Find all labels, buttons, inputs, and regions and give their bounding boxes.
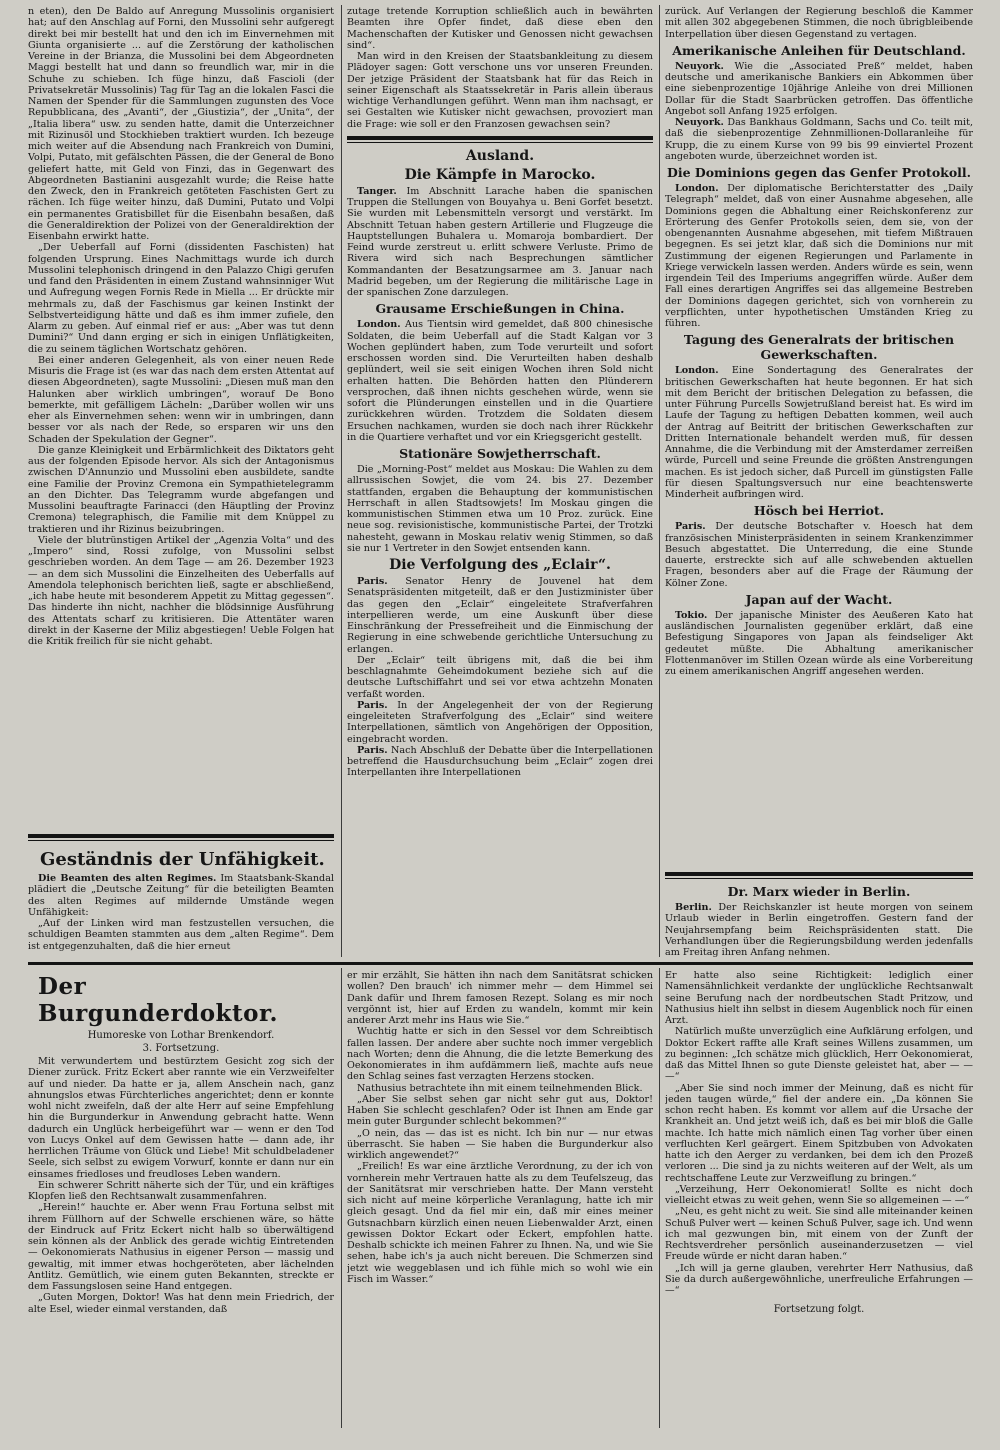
article-paragraph: [665, 610, 973, 678]
article-paragraph: [665, 521, 973, 589]
right-column: [665, 6, 973, 876]
dateline: Paris.: [675, 521, 706, 533]
article-text: Die „Morning-Post“ meldet aus Moskau: Die Wahlen zu dem allrussischen Sowjet, die vom 24. bis 27. Dezember stattfanden, ergaben die Behauptung der kommunistischen Herrschaft in allen Stadtsowjets! Im Moskau gingen die kommunistischen Stimmen etwa um 10 Proz. zurück. Eine neue sog. revisionistische, kommunistische Partei, der Trotzki nahesteht, gewann in Moskau relativ wenig Stimmen, so daß sie nur 1 Vertreter in den Sowjet entsenden kann.: [347, 464, 653, 554]
story-paragraph: Nathusius betrachtete ihn mit einem teilnehmenden Blick.: [357, 1082, 643, 1094]
middle-column: [347, 6, 653, 958]
article-paragraph: [665, 117, 973, 162]
dominions-title: Die Dominions gegen das Genfer Protokoll.: [666, 165, 972, 180]
story-paragraph: „O nein, das — das ist es nicht. Ich bin nur — nur etwas überrascht. Sie haben — Sie haben die Burgunderkur also wirklich angewendet?“: [347, 1127, 653, 1161]
feuilleton-rule: [28, 962, 973, 965]
story-paragraph: „Verzeihung, Herr Oekonomierat! Sollte es nicht doch vielleicht etwas zu weit gehen, wenn Sie so allgemeinen — —“: [665, 1183, 973, 1206]
article-paragraph: [347, 576, 653, 655]
story-paragraph: er mir erzählt, Sie hätten ihn nach dem Sanitätsrat schicken wollen? Den brauch' ich nimmer mehr — dem Himmel sei Dank dafür und Ihrem famosen Rezept. Solang es mir noch vergönnt ist, hier auf Erden zu wandeln, kommt mir kein anderer Arzt mehr ins Haus wie Sie.“: [347, 970, 653, 1026]
sowjet-article: [347, 464, 653, 554]
gewerkschaften-article: [665, 365, 973, 500]
dateline: Neuyork.: [675, 117, 724, 128]
left-column: [28, 6, 334, 826]
japan-article: [665, 610, 973, 678]
article-text: Der diplomatische Berichterstatter des „Daily Telegraph“ meldet, daß von einer Ausnahme abgesehen, alle Dominions gegen die Abhaltung einer Reichskonferenz zur Erörterung des Genfer Protokolls seien, dem sie, von der obengenannten Ausnahme abgesehen, mit tiefem Mißtrauen begegnen. Es sei jetzt klar, daß sich die Dominions nur mit Zustimmung der eigenen Regierungen und Parlamente in Kriege verwickeln lassen werden. Anders würde es sein, wenn irgendein Teil des Imperiums angegriffen würde. Außer dem Fall eines derartigen Angriffes sei das allgemeine Bestreben der Dominions dagegen gerichtet, sich von vornherein zu verpflichten, unter hypothetischen Umständen Krieg zu führen.: [665, 183, 973, 329]
herriot-article: [665, 521, 973, 589]
article-paragraph: [347, 186, 653, 299]
article-paragraph: Die ganze Kleinigkeit und Erbärmlichkeit des Diktators geht aus der folgenden Episode hervor. Als sich der Antagonismus zwischen D'Annunzio und Mussolini eben ausbildete, sandte eine Familie der Provinz Cremona ein Sympathietelegramm an den Dichter. Das Telegramm wurde abgefangen und Mussolini beauftragte Farinacci (den Häuptling der Provinz Cremona) telegraphisch, die Familie mit dem Knüppel zu traktieren und ihr Rizinus beizubringen.: [28, 444, 334, 535]
gestaendnis-title: Geständnis der Unfähigkeit.: [40, 849, 325, 870]
japan-title: Japan auf der Wacht.: [745, 591, 893, 607]
column-rule: [659, 5, 660, 957]
mussolini-article: [28, 6, 334, 647]
dateline: London.: [675, 183, 719, 194]
china-title: Grausame Erschießungen in China.: [375, 301, 625, 317]
feuilleton-text-3: [665, 970, 973, 1296]
article-text: Nach Abschluß der Debatte über die Interpellationen betreffend die Hausdurchsuchung beim „Eclair“ zogen drei Interpellanten ihre Interpellationen: [347, 744, 653, 779]
section-rule: [665, 872, 973, 876]
dateline: Paris.: [357, 744, 388, 756]
story-paragraph: Er hatte also seine Richtigkeit: lediglich einer Namensähnlichkeit verdankte der unglückliche Rechtsanwalt seine Berufung nach der nordbeutschen Stadt Pritzow, und Nathusius hielt ihn selbst in diesem Augenblick noch für einen Arzt.: [665, 970, 973, 1026]
story-paragraph: „Herein!“ hauchte er. Aber wenn Frau Fortuna selbst mit ihrem Füllhorn auf der Schwelle erschienen wäre, so hätte der Eindruck auf Fritz Eckert nicht halb so überwältigend sein können als der Anblick des gerade wichtig Eintretenden — Oekonomierats Nathusius in eigener Person — massig und gewaltig, mit immer etwas hochgeröteten, aber lächelnden Antlitz. Gemütlich, wie einem guten Bekannten, streckte er dem Fassungslosen seine Hand entgegen.: [28, 1202, 334, 1292]
section-rule: [28, 840, 334, 841]
maroko-title: Die Kämpfe in Marocko.: [404, 166, 596, 183]
dateline: London.: [357, 319, 401, 331]
article-paragraph: n eten), den De Baldo auf Anregung Mussolinis organisiert hat; auf den Anschlag auf Forni, den Mussolini sehr aufgeregt direkt bei mir bestellt hat und den ich im Einvernehmen mit Giunta organisierte ... auf die Zerstörung der katholischen Vereine in der Brianza, die Mussolini bei dem Abgeordneten Maggi bestellt hat und dann so freundlich war, mir in die Schuhe zu schieben. Ich füge hinzu, daß Fascioli (der Privatsekretär Mussolinis) Tag für Tag an die lokalen Fasci die Namen der Spender für die Sammlungen zugunsten des Voce Repubblicana, des „Avanti“, der „Giustizia“, der „Unita“, der „Italia libera“ usw. zu senden hatte, damit die Unterzeichner mit Rizinusöl und Stockhieben traktiert wurden. Ich bezeuge mich weiter auf die Absendung nach Frankreich von Dumini, Volpi, Putato, mit gefälschten Pässen, die der General de Bono geliefert hatte, mit Geld von Finzi, das in Gegenwart des Abgeordneten Bastianini ausgezahlt wurde; die Reise hatte den Zweck, den in Frankreich getöteten Faschisten Gert zu rächen. Ich füge weiter hinzu, daß Dumini, Putato und Volpi ein permanentes Gratisbillet für die Eisenbahn besaßen, daß die Generaldirektion der Polizei von der Generaldirektion der Eisenbahn erwirkt hatte.: [28, 6, 334, 242]
article-text: Der „Eclair“ teilt übrigens mit, daß die bei ihm beschlagnahmte Geheimdokument beziehe sich auf die deutsche Luftschiffahrt und sei vor etwa achtzehn Monaten verfaßt worden.: [347, 654, 653, 700]
eclair-title: Die Verfolgung des „Eclair“.: [389, 557, 611, 573]
gestaendnis-paragraph: Im Staatsbank-Skandal plädiert die „Deutsche Zeitung“ für die beteiligten Beamten des alten Regimes auf mildernde Umstände wegen Unfähigkeit:: [28, 873, 334, 918]
dateline: Neuyork.: [675, 60, 724, 72]
story-paragraph: „Neu, es geht nicht zu weit. Sie sind alle miteinander keinen Schuß Pulver wert — keinen Schuß Pulver, sage ich. Und wenn ich mal gezwungen bin, mit einem von der Zunft der Rechtsverdreher persönlich auseinanderzusetzen — viel Freude würde er nicht daran haben.“: [665, 1206, 973, 1263]
article-text: In der Angelegenheit der von der Regierung eingeleiteten Strafverfolgung des „Eclair“ sind weitere Interpellationen, sämtlich von Angehörigen der Opposition, eingebracht worden.: [347, 699, 653, 745]
gestaendnis-lead-paragraph: [28, 873, 334, 918]
section-rule: [347, 130, 653, 140]
dateline: Paris.: [357, 699, 388, 711]
feuilleton-column-2: [347, 970, 653, 1425]
article-paragraph: [347, 655, 653, 700]
article-paragraph: Bei einer anderen Gelegenheit, als von einer neuen Rede Misuris die Frage ist (es war das nach dem ersten Attentat auf diesen Abgeordneten), sagte Mussolini: „Diesen muß man den Halunken aber wirklich umbringen“, worauf De Bono bemerkte, mit gefälligem Lächeln: „Darüber wollen wir uns eher als Einvernehmen sehen: wenn wir in umbringen, dann besser vor als nach der Rede, so ersparen wir uns den Schaden der Spekulation der Gegner“.: [28, 354, 334, 445]
article-text: Eine Sondertagung des Generalrates der britischen Gewerkschaften hat heute begonnen. Er hat sich mit dem Bericht der britischen Delegation zu befassen, die unter Führung Purcells Sowjetrußland bereist hat. Es wird im Laufe der Tagung zu heftigen Debatten kommen, weil auch der Antrag auf Beitritt der britischen Gewerkschaften zur Dritten Internationale behandelt werden muß, für dessen Annahme, die die Verbindung mit der Amsterdamer zerreißen würde, Purcell und seine Freunde die größten Anstrengungen machen. Es ist jedoch sicher, daß Purcell im günstigsten Falle für diesen Spaltungsversuch nur eine beachtenswerte Minderheit aufbringen wird.: [665, 365, 973, 500]
article-text: Senator Henry de Jouvenel hat dem Senatspräsidenten mitgeteilt, daß er den Justizminister über das gegen den „Eclair“ eingeleitete Strafverfahren interpellieren werde, um eine Auskunft über diese Einschränkung der Pressefreiheit und die Einmischung der Regierung in eine schwebende gerichtliche Untersuchung zu erlangen.: [347, 576, 653, 655]
article-paragraph: [347, 464, 653, 554]
staatsbank-paragraph: zutage tretende Korruption schließlich auch in bewährten Beamten ihre Opfer findet, daß diese eben den Machenschaften der Kutisker und Genossen nicht gewachsen sind“.: [347, 6, 653, 51]
anleihen-article: [665, 61, 973, 162]
column-rule: [341, 5, 342, 957]
interpellation-paragraph: zurück. Auf Verlangen der Regierung beschloß die Kammer mit allen 302 abgegebenen Stimmen, die noch übrigbleibende Interpellation über diesen Gegenstand zu vertagen.: [665, 6, 973, 40]
gestaendnis-article: [28, 846, 334, 958]
story-paragraph: Wuchtig hatte er sich in den Sessel vor dem Schreibtisch fallen lassen. Der andere aber suchte noch immer vergeblich nach Worten; denn die Ahnung, die die letzte Bemerkung des Oekonomierates in ihm aufdämmern ließ, machte aufs neue den Schlag seines fast verzagten Herzens stocken.: [347, 1026, 653, 1083]
dateline: Berlin.: [675, 902, 712, 913]
article-paragraph: [665, 365, 973, 500]
marx-article: [665, 902, 973, 958]
article-paragraph: [665, 183, 973, 329]
article-text: Im Abschnitt Larache haben die spanischen Truppen die Stellungen von Bouyahya u. Beni Gorfet besetzt. Sie wurden mit Lebensmitteln versorgt und verstärkt. Im Abschnitt Tetuan haben gestern Artillerie und Flugzeuge die Hauptstellungen Buhalera u. Momaroja bombardiert. Der Feind wurde zerstreut u. erlitt schwere Verluste. Primo de Rivera wird sich nach Besprechungen sämtlicher Kommandanten der Besatzungsarmee am 3. Januar nach Madrid begeben, um der Regierung die militärische Lage in der spanischen Zone darzulegen.: [347, 185, 653, 298]
gestaendnis-paragraph: „Auf der Linken wird man festzustellen versuchen, die schuldigen Beamten stammten aus dem „alten Regime“. Dem ist entgegenzuhalten, daß die hier erneut: [28, 918, 334, 952]
gestaendnis-lead: Die Beamten des alten Regimes.: [38, 873, 217, 884]
dateline: London.: [675, 365, 719, 377]
section-rule: [347, 142, 653, 143]
article-paragraph: [665, 902, 973, 958]
article-text: Der deutsche Botschafter v. Hoesch hat dem französischen Ministerpräsidenten in seinem Krankenzimmer Besuch abgestattet. Die Unterredung, die eine Stunde dauerte, erstreckte sich auf alle schwebenden aktuellen Fragen, besonders aber auf die Frage der Räumung der Kölner Zone.: [665, 521, 973, 589]
section-rule: [28, 834, 334, 838]
story-paragraph: Mit verwundertem und bestürztem Gesicht zog sich der Diener zurück. Fritz Eckert aber rannte wie ein Verzweifelter auf und nieder. Da hatte er ja, allem Anschein nach, ganz ahnungslos etwas Fürchterliches angerichtet; denn er konnte wohl nicht zweifeln, daß der alte Herr auf seine Empfehlung hin die Burgunderkur in Anwendung gebracht hatte. Wenn dadurch ein Unglück herbeigeführt war — wenn er den Tod von Lucys Onkel auf dem Gewissen hatte — dann ade, ihr herrlichen Träume von Glück und Liebe! Mit schuldbeladener Seele, sich selbst zu ewigem Vorwurf, konnte er dann nur ein einsames friedloses und freudloses Leben wandern.: [28, 1056, 334, 1180]
marx-article-box: [665, 881, 973, 959]
feuilleton-text-1: [28, 1056, 334, 1315]
feuilleton-installment: 3. Fortsetzung.: [142, 1043, 220, 1054]
dateline: Tanger.: [357, 185, 397, 197]
feuilleton-subtitle: Humoreske von Lothar Brenkendorf.: [87, 1030, 275, 1041]
article-paragraph: [347, 700, 653, 745]
anleihen-title: Amerikanische Anleihen für Deutschland.: [672, 42, 966, 58]
article-paragraph: [347, 745, 653, 779]
story-paragraph: „Ich will ja gerne glauben, verehrter Herr Nathusius, daß Sie da durch außergewöhnliche, unerfreuliche Erfahrungen — —“: [665, 1262, 973, 1296]
herriot-title: Hösch bei Herriot.: [753, 503, 885, 519]
article-text: Aus Tientsin wird gemeldet, daß 800 chinesische Soldaten, die beim Ueberfall auf die Stadt Kalgan vor 3 Wochen geplündert haben, zum Tode verurteilt und sofort erschossen worden sind. Die Verurteilten haben deshalb geplündert, weil sie seit einigen Wochen ihren Sold nicht erhalten hatten. Die Behörden hatten den Plünderern versprochen, daß ihnen nichts geschehen würde, wenn sie sofort die Plünderungen einstellen und in die Quartiere zurückkehren würden. Trotzdem die Soldaten diesem Ersuchen nachkamen, wurden sie doch nach ihrer Rückkehr in die Quartiere verhaftet und vor ein Kriegsgericht gestellt.: [347, 319, 653, 443]
article-paragraph: „Der Ueberfall auf Forni (dissidenten Faschisten) hat folgenden Ursprung. Eines Nachmittags wurde ich durch Mussolini telephonisch dringend in den Palazzo Chigi gerufen und fand den Präsidenten in einem Zustand wahnsinniger Wut und Aufregung wegen Fornis Rede in Miella ... Er drückte mir mehrmals zu, daß der Faschismus gar keinen Instinkt der Selbstverteidigung hätte und daß es ihm immer zufiele, den Alarm zu geben. Auf einmal rief er aus: „Aber was tut denn Dumini?“ Und dann erging er sich in einigen Unflätigkeiten, die zu seinem täglichen Wortschatz gehören.: [28, 242, 334, 355]
staatsbank-paragraph: Man wird in den Kreisen der Staatsbankleitung zu diesem Plädoyer sagen: Gott verschone uns vor unseren Freunden. Der jetzige Präsident der Staatsbank hat für das Reich in seiner Eigenschaft als Staatssekretär in Paris allein überaus wichtige Verhandlungen geführt. Wenn man ihm nachsagt, er sei Gestalten wie Kutisker nicht gewachsen, provoziert man die Frage: wie soll er den Franzosen gewachsen sein?: [347, 51, 653, 130]
article-text: Wie die „Associated Preß“ meldet, haben deutsche und amerikanische Bankiers ein Abkommen über eine siebenprozentige 10jährige Anleihe von drei Millionen Dollar für die Stadt Saarbrücken getroffen. Das öffentliche Angebot soll Anfang 1925 erfolgen.: [665, 60, 973, 117]
column-rule: [341, 968, 342, 1428]
story-paragraph: Natürlich mußte unverzüglich eine Aufklärung erfolgen, und Doktor Eckert raffte alle Kraft seines Willens zusammen, um zu beginnen: „Ich schätze mich glücklich, Herr Oekonomierat, daß das Mittel Ihnen so gute Dienste geleistet hat, aber — — —“: [665, 1026, 973, 1083]
story-paragraph: Ein schwerer Schritt näherte sich der Tür, und ein kräftiges Klopfen ließ den Rechtsanwalt zusammenfahren.: [28, 1179, 334, 1202]
article-text: Das Bankhaus Goldmann, Sachs und Co. teilt mit, daß die siebenprozentige Zehnmillionen-Dollaranleihe für Krupp, die zu einem Kurse von 99 bis 99 einviertel Prozent angeboten wurde, überzeichnet worden ist.: [665, 117, 973, 162]
ausland-heading: Ausland.: [465, 147, 535, 164]
continued-note: Fortsetzung folgt.: [773, 1304, 865, 1316]
marx-title: Dr. Marx wieder in Berlin.: [727, 884, 911, 899]
article-text: Der japanische Minister des Aeußeren Kato hat ausländischen Journalisten gegenüber erklärt, daß eine Befestigung Singapores von Japan als feindseliger Akt gedeutet müßte. Die Abhaltung amerikanischer Flottenmanöver im Stillen Ozean würde als eine Vorbereitung zu einem amerikanischen Angriff angesehen werden.: [665, 609, 973, 677]
gewerkschaften-title: Tagung des Generalrats der britischen Gewerkschaften.: [683, 332, 955, 363]
dateline: Paris.: [357, 576, 388, 587]
story-paragraph: „Freilich! Es war eine ärztliche Verordnung, zu der ich von vornherein mehr Vertrauen hatte als zu dem Teufelszeug, das der Sanitätsrat mir verschrieben hatte. Der Mann versteht sich nicht auf meine körperliche Veranlagung, hatte ich mir gleich gesagt. Und da fiel mir ein, daß mir eines meiner Gutsnachbarn kürzlich einen neuen Liebenwalder Arzt, einen gewissen Doktor Eckart oder Eckert, empfohlen hatte. Deshalb schickte ich meinen Fahrer zu Ihnen. Na, und wie Sie sehen, habe ich's ja auch nicht bereuen. Die Schmerzen sind jetzt wie weggeblasen und ich fühle mich so wohl wie ein Fisch im Wasser.“: [347, 1161, 653, 1285]
feuilleton-column-3: [665, 970, 973, 1440]
maroko-article: [347, 186, 653, 299]
eclair-article: [347, 576, 653, 779]
section-rule: [665, 878, 973, 879]
feuilleton-title: Der Burgunderdoktor.: [38, 973, 278, 1027]
column-rule: [659, 968, 660, 1428]
article-text: Der Reichskanzler ist heute morgen von seinem Urlaub wieder in Berlin eingetroffen. Gestern fand der Neujahrsempfang beim Reichspräsidenten statt. Die Verhandlungen über die Regierungsbildung werden jedenfalls am Freitag ihren Anfang nehmen.: [665, 902, 973, 958]
sowjet-title: Stationäre Sowjetherrschaft.: [399, 446, 601, 461]
article-paragraph: [347, 319, 653, 443]
story-paragraph: „Aber Sie selbst sehen gar nicht sehr gut aus, Doktor! Haben Sie schlecht geschlafen? Oder ist Ihnen am Ende gar mein guter Burgunder schlecht bekommen?“: [347, 1093, 653, 1128]
story-paragraph: „Aber Sie sind noch immer der Meinung, daß es nicht für jeden taugen würde,“ fiel der andere ein. „Da können Sie schon recht haben. Es kommt vor allem auf die Ursache der Krankheit an. Und jetzt weiß ich, daß es bei mir bloß die Galle machte. Ich hatte mich nämlich einen Tag vorher über einen verfluchten Kerl geärgert. Einem Spitzbuben von Advokaten hatte ich den Aerger zu verdanken, bei dem ich den Prozeß verloren ... Die sind ja zu nichts weiteren auf der Welt, als um rechtschaffene Leute zur Verzweiflung zu bringen.“: [665, 1082, 973, 1184]
china-article: [347, 319, 653, 443]
dateline: Tokio.: [675, 609, 708, 621]
dominions-article: [665, 183, 973, 329]
feuilleton-text-2: [347, 970, 653, 1285]
article-paragraph: Viele der blutrünstigen Artikel der „Agenzia Volta“ und des „Impero“ sind, Rossi zufolge, von Mussolini selbst geschrieben worden. An dem Tage — am 26. Dezember 1923 — an dem sich Mussolini die Einzelheiten des Ueberfalls auf Amendola telephonisch berichten ließ, sagte er abschließend, „ich habe heute mit besonderem Appetit zu Mittag gegessen“. Das hinderte ihn nicht, nachher die blödsinnige Ausführung des Attentats scharf zu kritisieren. Die Attentäter waren direkt in der Kaserne der Miliz abgestiegen! Ueble Folgen hat die Kritik freilich für sie nicht gehabt.: [28, 534, 334, 647]
article-paragraph: [665, 61, 973, 117]
feuilleton-column-1: [28, 970, 334, 1425]
story-paragraph: „Guten Morgen, Doktor! Was hat denn mein Friedrich, der alte Esel, wieder einmal verstanden, daß: [28, 1292, 334, 1315]
